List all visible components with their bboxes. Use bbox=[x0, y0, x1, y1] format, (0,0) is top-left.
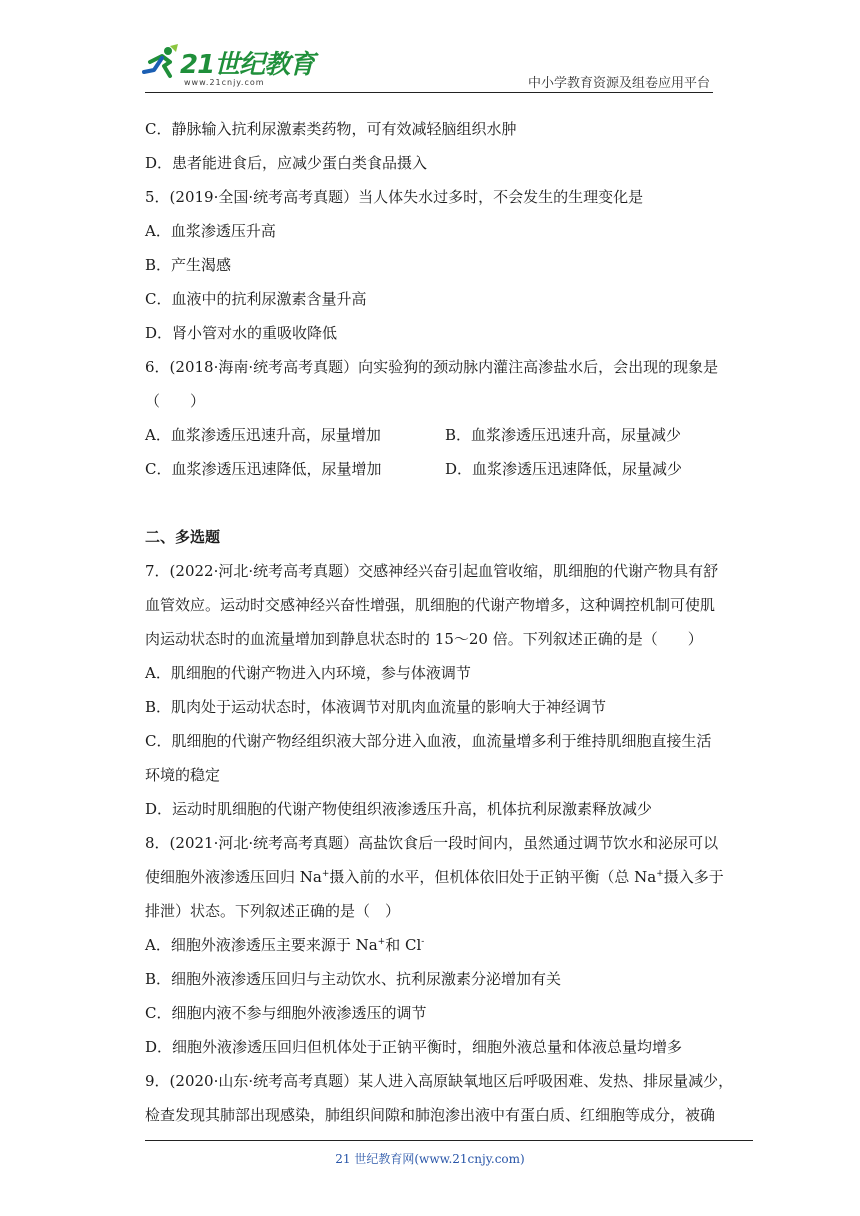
q8-option-a-1: A．细胞外液渗透压主要来源于 Na bbox=[145, 936, 378, 954]
q8-option-c: C．细胞内液不参与细胞外液渗透压的调节 bbox=[145, 1004, 427, 1022]
q6-options-row-1 bbox=[145, 418, 715, 452]
q7-stem-1: 7．(2022·河北·统考高考真题）交感神经兴奋引起血管收缩，肌细胞的代谢产物具有舒 bbox=[145, 562, 719, 580]
q6-options-row-2 bbox=[145, 452, 715, 486]
q8-option-d: D．细胞外液渗透压回归但机体处于正钠平衡时，细胞外液总量和体液总量均增多 bbox=[145, 1038, 683, 1056]
q7-option-b: B．肌肉处于运动状态时，体液调节对肌肉血流量的影响大于神经调节 bbox=[145, 698, 607, 716]
q8-stem-1: 8．(2021·河北·统考高考真题）高盐饮食后一段时间内，虽然通过调节饮水和泌尿可以 bbox=[145, 834, 719, 852]
q8-option-a-sup: + bbox=[377, 937, 386, 947]
q8-option-a bbox=[145, 928, 715, 962]
q6-paren: （ ） bbox=[145, 392, 206, 410]
q6-stem: 6．(2018·海南·统考高考真题）向实验狗的颈动脉内灌注高渗盐水后，会出现的现象是 bbox=[145, 358, 719, 376]
q9-stem-1: 9．(2020·山东·统考高考真题）某人进入高原缺氧地区后呼吸困难、发热、排尿量减少， bbox=[145, 1072, 734, 1090]
q5-option-a: A．血浆渗透压升高 bbox=[145, 222, 276, 240]
q6-option-c: C．血浆渗透压迅速降低，尿量增加 bbox=[145, 460, 382, 478]
q8-stem-2 bbox=[145, 860, 724, 894]
q9-stem-2: 检查发现其肺部出现感染，肺组织间隙和肺泡渗出液中有蛋白质、红细胞等成分，被确 bbox=[145, 1106, 716, 1124]
q6-option-a: A．血浆渗透压迅速升高，尿量增加 bbox=[145, 426, 381, 444]
q7-stem-2: 血管效应。运动时交感神经兴奋性增强，肌细胞的代谢产物增多，这种调控机制可使肌 bbox=[145, 596, 716, 614]
logo-url: www.21cnjy.com bbox=[184, 78, 265, 87]
q5-stem: 5．(2019·全国·统考高考真题）当人体失水过多时，不会发生的生理变化是 bbox=[145, 188, 644, 206]
logo-text: 21世纪教育 bbox=[180, 50, 315, 80]
q8-stem-2c: 摄入多于 bbox=[663, 868, 724, 886]
q8-stem-2-sup: + bbox=[321, 869, 330, 879]
q6-option-d: D．血浆渗透压迅速降低，尿量减少 bbox=[445, 460, 683, 478]
footer-divider bbox=[145, 1140, 753, 1141]
q5-option-b: B．产生渴感 bbox=[145, 256, 232, 274]
q6-option-b: B．血浆渗透压迅速升高，尿量减少 bbox=[445, 426, 682, 444]
q8-option-a-sup2: - bbox=[421, 937, 425, 947]
footer-text: 21 世纪教育网(www.21cnjy.com) bbox=[335, 1152, 525, 1166]
q8-option-a-2: 和 Cl bbox=[385, 936, 422, 954]
q4-option-d: D．患者能进食后，应减少蛋白类食品摄入 bbox=[145, 154, 428, 172]
q7-option-d: D．运动时肌细胞的代谢产物使组织液渗透压升高，机体抗利尿激素释放减少 bbox=[145, 800, 653, 818]
q7-option-c-1: C．肌细胞的代谢产物经组织液大部分进入血液，血流量增多利于维持肌细胞直接生活 bbox=[145, 732, 712, 750]
section-title-multi-choice: 二、多选题 bbox=[145, 528, 221, 546]
q7-option-c-2: 环境的稳定 bbox=[145, 766, 221, 784]
platform-label: 中小学教育资源及组卷应用平台 bbox=[527, 76, 710, 91]
question-content bbox=[145, 112, 734, 1132]
q8-stem-2a: 使细胞外液渗透压回归 Na bbox=[145, 868, 322, 886]
q4-option-c: C．静脉输入抗利尿激素类药物，可有效减轻脑组织水肿 bbox=[145, 120, 517, 138]
header-divider bbox=[145, 92, 713, 93]
q7-option-a: A．肌细胞的代谢产物进入内环境，参与体液调节 bbox=[145, 664, 471, 682]
q5-option-c: C．血液中的抗利尿激素含量升高 bbox=[145, 290, 367, 308]
q8-option-b: B．细胞外液渗透压回归与主动饮水、抗利尿激素分泌增加有关 bbox=[145, 970, 562, 988]
q8-stem-3: 排泄）状态。下列叙述正确的是（ ） bbox=[145, 902, 401, 920]
spacer bbox=[145, 486, 715, 520]
q8-stem-2b: 摄入前的水平，但机体依旧处于正钠平衡（总 Na bbox=[329, 868, 657, 886]
runner-logo-icon bbox=[140, 44, 180, 84]
q7-stem-3: 肉运动状态时的血流量增加到静息状态时的 15～20 倍。下列叙述正确的是（ ） bbox=[145, 630, 703, 648]
q5-option-d: D．肾小管对水的重吸收降低 bbox=[145, 324, 338, 342]
q8-stem-2-sup2: + bbox=[656, 869, 664, 879]
page-header bbox=[0, 0, 860, 100]
logo bbox=[140, 44, 320, 92]
